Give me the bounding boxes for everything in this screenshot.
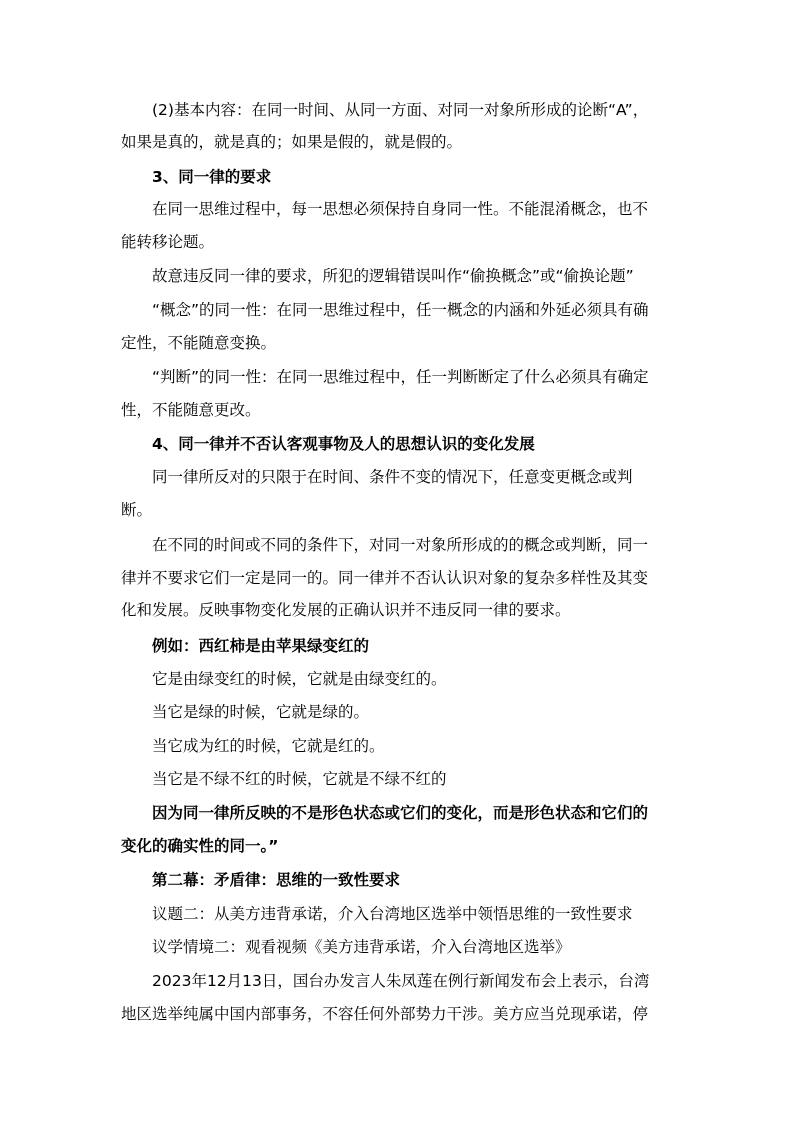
example-line <box>152 696 682 728</box>
text-line: 当它是绿的时候，它就是绿的。 <box>152 703 370 721</box>
paragraph-because-cont <box>121 830 681 862</box>
heading-requirement <box>152 161 682 193</box>
example-line <box>152 730 682 762</box>
text-line: 断。 <box>121 501 153 519</box>
text-line: 故意违反同一律的要求，所犯的逻辑错误叫作“偷换概念”或“偷换论题” <box>152 267 634 285</box>
heading-act-two <box>152 864 682 896</box>
example-heading <box>152 630 682 662</box>
text-line: 议题二：从美方违背承诺，介入台湾地区选举中领悟思维的一致性要求 <box>152 905 633 923</box>
paragraph-because <box>152 797 682 829</box>
paragraph-news <box>152 965 682 997</box>
text-line: 例如：西红柿是由苹果绿变红的 <box>152 637 370 655</box>
text-line: 能转移论题。 <box>121 233 215 251</box>
text-line: 性，不能随意更改。 <box>121 401 261 419</box>
text-line: 它是由绿变红的时候，它就是由绿变红的。 <box>152 670 447 688</box>
text-line: “判断”的同一性：在同一思维过程中，任一判断断定了什么必须具有确定 <box>152 368 649 386</box>
text-line: 同一律所反对的只限于在时间、条件不变的情况下，任意变更概念或判 <box>152 468 633 486</box>
paragraph-basic-content <box>152 94 682 126</box>
paragraph-topic-two <box>152 898 682 930</box>
paragraph-judgment-identity <box>152 361 682 393</box>
text-line: 如果是真的，就是真的；如果是假的，就是假的。 <box>121 133 463 151</box>
text-line: 在同一思维过程中，每一思想必须保持自身同一性。不能混淆概念，也不 <box>152 200 649 218</box>
paragraph-basic-content-cont <box>121 126 681 158</box>
text-line: 地区选举纯属中国内部事务，不容任何外部势力干涉。美方应当兑现承诺，停 <box>121 1005 649 1023</box>
paragraph-violation <box>152 260 682 292</box>
text-line: 议学情境二：观看视频《美方违背承诺，介入台湾地区选举》 <box>152 938 571 956</box>
paragraph-opposes-cont <box>121 494 681 526</box>
heading-development <box>152 428 682 460</box>
example-line <box>152 763 682 795</box>
text-line: 在不同的时间或不同的条件下，对同一对象所形成的的概念或判断，同一 <box>152 536 649 554</box>
text-line: 因为同一律所反映的不是形色状态或它们的变化，而是形色状态和它们的 <box>152 804 649 822</box>
text-line: 变化的确实性的同一。” <box>121 837 279 855</box>
text-line: 4、同一律并不否认客观事物及人的思想认识的变化发展 <box>152 435 535 453</box>
text-line: 2023年12月13日，国台办发言人朱凤莲在例行新闻发布会上表示，台湾 <box>152 972 650 990</box>
paragraph-requirement-cont <box>121 226 681 258</box>
paragraph-opposes <box>152 461 682 493</box>
paragraph-news-cont <box>121 998 681 1030</box>
text-line: “概念”的同一性：在同一思维过程中，任一概念的内涵和外延必须具有确 <box>152 301 649 319</box>
text-line: 当它是不绿不红的时候，它就是不绿不红的 <box>152 770 447 788</box>
text-line: 律并不要求它们一定是同一的。同一律并不否认认识对象的复杂多样性及其变 <box>121 569 649 587</box>
paragraph-different-times-cont <box>121 562 681 626</box>
paragraph-different-times <box>152 529 682 561</box>
text-line: 当它成为红的时候，它就是红的。 <box>152 737 385 755</box>
paragraph-requirement <box>152 193 682 225</box>
paragraph-concept-identity <box>152 294 682 326</box>
paragraph-judgment-identity-cont <box>121 394 681 426</box>
paragraph-concept-identity-cont <box>121 327 681 359</box>
text-line: 化和发展。反映事物变化发展的正确认识并不违反同一律的要求。 <box>121 601 571 619</box>
text-line: 3、同一律的要求 <box>152 168 272 186</box>
paragraph-scenario-two <box>152 931 682 963</box>
text-line: 定性，不能随意变换。 <box>121 334 277 352</box>
text-line: 第二幕：矛盾律：思维的一致性要求 <box>152 871 401 889</box>
example-line <box>152 663 682 695</box>
text-line: (2)基本内容：在同一时间、从同一方面、对同一对象所形成的论断“A”， <box>152 101 649 119</box>
